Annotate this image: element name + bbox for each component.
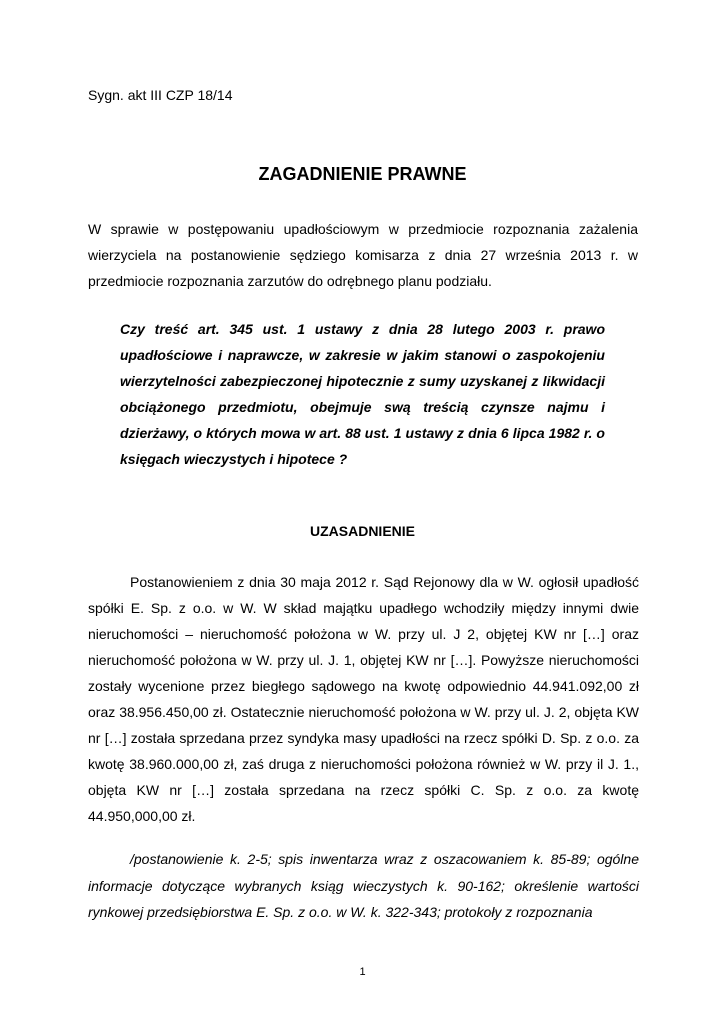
section-heading: UZASADNIENIE bbox=[309, 523, 415, 539]
document-title: ZAGADNIENIE PRAWNE bbox=[258, 164, 467, 184]
legal-question: Czy treść art. 345 ust. 1 ustawy z dnia 28 lutego 2003 r. prawo upadłościowe i naprawcze, w zakresie w jakim stanowi o zaspokojeniu wierzytelności zabezpieczonej hipotecznie z sumy uzyskanej z likwidacji obciążonego przedmiotu, obejmuje swą treścią czynsze najmu i dzierżawy, o których mowa w art. 88 ust. 1 ustawy z dnia 6 lipca 1982 r. o księgach wieczystych i hipotece ? bbox=[120, 321, 605, 467]
case-signature: Sygn. akt III CZP 18/14 bbox=[88, 87, 233, 103]
evidence-references: /postanowienie k. 2-5; spis inwentarza wraz z oszacowaniem k. 85-89; ogólne informacje dotyczące wybranych ksiąg wieczystych k. 90-162; określenie wartości rynkowej przedsiębiorstwa E. Sp. z o.o. w W. k. 322-343; protokoły z rozpoznania bbox=[88, 851, 639, 920]
justification-paragraph: Postanowieniem z dnia 30 maja 2012 r. Sąd Rejonowy dla w W. ogłosił upadłość spółki E. Sp. z o.o. w W. W skład majątku upadłego wchodziły między innymi dwie nieruchomości – nieruchomość położona w W. przy ul. J 2, objętej KW nr […] oraz nieruchomość położona w W. przy ul. J. 1, objętej KW nr […]. Powyższe nieruchomości zostały wycenione przez biegłego sądowego na kwotę odpowiednio 44.941.092,00 zł oraz 38.956.450,00 zł. Ostatecznie nieruchomość położona w W. przy ul. J. 2, objęta KW nr […] została sprzedana przez syndyka masy upadłości na rzecz spółki D. Sp. z o.o. za kwotę 38.960.000,00 zł, zaś druga z nieruchomości położona również w W. przy il J. 1., objęta KW nr […] została sprzedana na rzecz spółki C. Sp. z o.o. za kwotę 44.950,000,00 zł. bbox=[88, 574, 639, 824]
intro-paragraph: W sprawie w postępowaniu upadłościowym w przedmiocie rozpoznania zażalenia wierzyciela na postanowienie sędziego komisarza z dnia 27 września 2013 r. w przedmiocie rozpoznania zarzutów do odrębnego planu podziału. bbox=[88, 221, 638, 289]
page-number: 1 bbox=[359, 966, 366, 978]
